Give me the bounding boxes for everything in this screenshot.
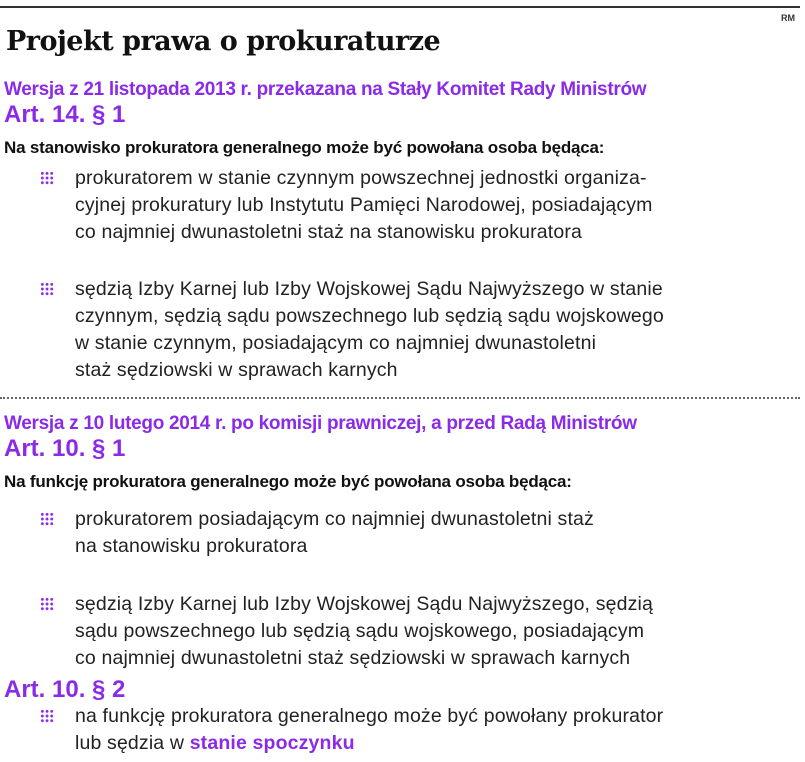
item-line: co najmniej dwunastoletni staż sędziowski w sprawach karnych [75, 647, 631, 669]
bullet-dots-icon [40, 282, 54, 296]
item-line: na funkcję prokuratora generalnego może być powołany prokurator [75, 705, 664, 727]
item-line: sędzią Izby Karnej lub Izby Wojskowej Sądu Najwyższego w stanie [75, 278, 663, 300]
item-line: w stanie czynnym, posiadającym co najmniej dwunastoletni [75, 332, 597, 354]
version-2-lead: Na funkcję prokuratora generalnego może być powołana osoba będąca: [4, 472, 572, 491]
credit: RM [781, 13, 795, 23]
version-2-article: Art. 10. § 1 [4, 435, 126, 462]
item-line: cyjnej prokuratury lub Instytutu Pamięci Narodowej, posiadającym [75, 194, 653, 216]
item-line: sądu powszechnego lub sędzią sądu wojskowego, posiadającym [75, 620, 645, 642]
bullet-dots-icon [40, 597, 54, 611]
item-line-prefix: lub sędzia w [75, 732, 190, 754]
item-line: prokuratorem posiadającym co najmniej dwunastoletni staż [75, 508, 594, 530]
section-divider [0, 397, 800, 399]
bullet-dots-icon [40, 709, 54, 723]
item-line [75, 730, 663, 757]
bullet-dots-icon [40, 171, 54, 185]
bullet-dots-icon [40, 512, 54, 526]
version-1-lead: Na stanowisko prokuratora generalnego może być powołana osoba będąca: [4, 138, 605, 157]
item-line: czynnym, sędzią sądu powszechnego lub sędzią sądu wojskowego [75, 305, 664, 327]
item-line: staż sędziowski w sprawach karnych [75, 359, 398, 381]
version-1-heading: Wersja z 21 listopada 2013 r. przekazana na Stały Komitet Rady Ministrów [4, 79, 647, 100]
item-line: na stanowisku prokuratora [75, 535, 308, 557]
version-2-article-2: Art. 10. § 2 [4, 676, 126, 703]
item-line: co najmniej dwunastoletni staż na stanowisku prokuratora [75, 221, 583, 243]
version-1-article: Art. 14. § 1 [4, 101, 126, 128]
top-rule [0, 6, 800, 8]
version-2-heading: Wersja z 10 lutego 2014 r. po komisji prawniczej, a przed Radą Ministrów [4, 413, 637, 434]
highlight-text: stanie spoczynku [189, 732, 355, 754]
page-title: Projekt prawa o prokuraturze [6, 26, 441, 57]
item-line: sędzią Izby Karnej lub Izby Wojskowej Sądu Najwyższego, sędzią [75, 593, 653, 615]
item-line: prokuratorem w stanie czynnym powszechnej jednostki organiza- [75, 167, 647, 189]
